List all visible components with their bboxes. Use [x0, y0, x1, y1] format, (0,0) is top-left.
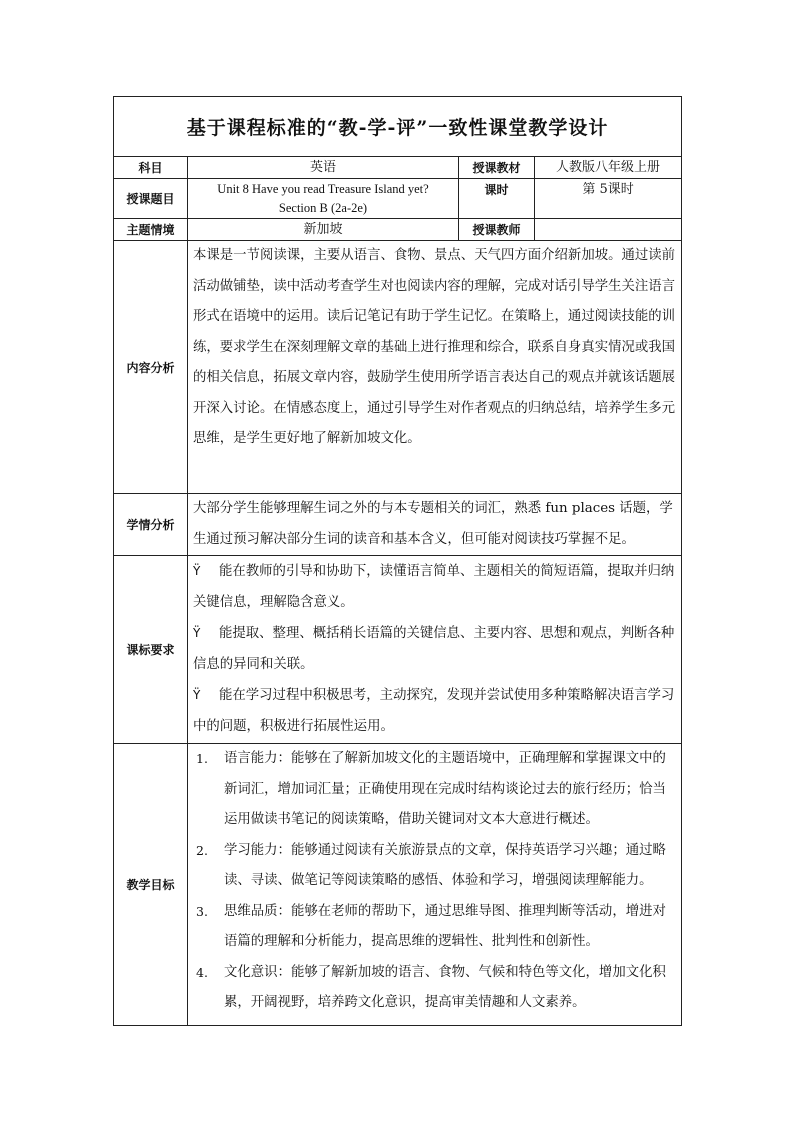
period-label: 课时 [459, 179, 535, 219]
learner-analysis-row [114, 494, 682, 556]
subject-row [114, 157, 682, 179]
goal-text: 学习能力：能够通过阅读有关旅游景点的文章，保持英语学习兴趣；通过略读、寻读、做笔记等阅读策略的感悟、体验和学习，增强阅读理解能力。 [224, 842, 666, 888]
goal-number: 4. [196, 964, 208, 980]
requirement-item [193, 680, 678, 742]
requirement-text: 能在教师的引导和协助下，读懂语言简单、主题相关的简短语篇，提取并归纳关键信息，理解隐含意义。 [193, 564, 675, 610]
teacher-label: 授课教师 [459, 219, 535, 241]
period-value: 第 5课时 [535, 179, 682, 219]
requirement-text: 能提取、整理、概括稍长语篇的关键信息、主要内容、思想和观点，判断各种信息的异同和关联。 [193, 626, 675, 672]
goal-item [193, 744, 678, 836]
requirement-text: 能在学习过程中积极思考，主动探究，发现并尝试使用多种策略解决语言学习中的问题，积极进行拓展性运用。 [193, 688, 675, 734]
theme-label: 主题情境 [114, 219, 188, 241]
topic-row [114, 179, 682, 219]
goal-text: 思维品质：能够在老师的帮助下，通过思维导图、推理判断等活动，增进对语篇的理解和分析能力，提高思维的逻辑性、批判性和创新性。 [224, 903, 666, 949]
curriculum-requirements-label: 课标要求 [114, 556, 188, 744]
material-label: 授课教材 [459, 157, 535, 179]
curriculum-requirements-row [114, 556, 682, 744]
bullet-icon: Ÿ [193, 564, 201, 578]
topic-line-2: Section B (2a-2e) [278, 200, 368, 215]
teaching-goals-row [114, 744, 682, 1026]
goal-number: 2. [196, 842, 208, 858]
teaching-goals-list [188, 744, 682, 1026]
topic-line-1: Unit 8 Have you read Treasure Island yet? [217, 181, 429, 196]
subject-label: 科目 [114, 157, 188, 179]
content-analysis-label: 内容分析 [114, 241, 188, 494]
goal-item [193, 958, 678, 1019]
goal-item [193, 897, 678, 958]
goal-number: 3. [196, 903, 208, 919]
content-analysis-row [114, 241, 682, 494]
subject-value: 英语 [188, 157, 459, 179]
bullet-icon: Ÿ [193, 626, 201, 640]
bullet-icon: Ÿ [193, 688, 201, 702]
document-title: 基于课程标准的“教-学-评”一致性课堂教学设计 [114, 97, 682, 157]
learner-analysis-label: 学情分析 [114, 494, 188, 556]
teacher-value [535, 219, 682, 241]
curriculum-requirements-list [188, 556, 682, 744]
requirement-item [193, 618, 678, 680]
material-value: 人教版八年级上册 [535, 157, 682, 179]
teaching-goals-label: 教学目标 [114, 744, 188, 1026]
topic-label: 授课题目 [114, 179, 188, 219]
topic-value [188, 179, 459, 219]
goal-text: 文化意识：能够了解新加坡的语言、食物、气候和特色等文化，增加文化积累，开阔视野，培养跨文化意识，提高审美情趣和人文素养。 [224, 964, 666, 1010]
theme-row [114, 219, 682, 241]
lesson-plan-table [113, 96, 682, 1026]
content-analysis-text: 本课是一节阅读课，主要从语言、食物、景点、天气四方面介绍新加坡。通过读前活动做铺垫，读中活动考查学生对也阅读内容的理解，完成对话引导学生关注语言形式在语境中的运用。读后记笔记有助于学生记忆。在策略上，通过阅读技能的训练，要求学生在深刻理解文章的基础上进行推理和综合，联系自身真实情况或我国的相关信息，拓展文章内容，鼓励学生使用所学语言表达自己的观点并就该话题展开深入讨论。在情感态度上，通过引导学生对作者观点的归纳总结，培养学生多元思维，是学生更好地了解新加坡文化。 [188, 241, 682, 494]
requirement-item [193, 556, 678, 618]
theme-value: 新加坡 [188, 219, 459, 241]
learner-analysis-text: 大部分学生能够理解生词之外的与本专题相关的词汇，熟悉 fun places 话题，学生通过预习解决部分生词的读音和基本含义，但可能对阅读技巧掌握不足。 [188, 494, 682, 556]
goal-text: 语言能力：能够在了解新加坡文化的主题语境中，正确理解和掌握课文中的新词汇，增加词汇量；正确使用现在完成时结构谈论过去的旅行经历；恰当运用做读书笔记的阅读策略，借助关键词对文本大意进行概述。 [224, 751, 666, 827]
goal-number: 1. [196, 751, 208, 766]
goal-item [193, 836, 678, 897]
